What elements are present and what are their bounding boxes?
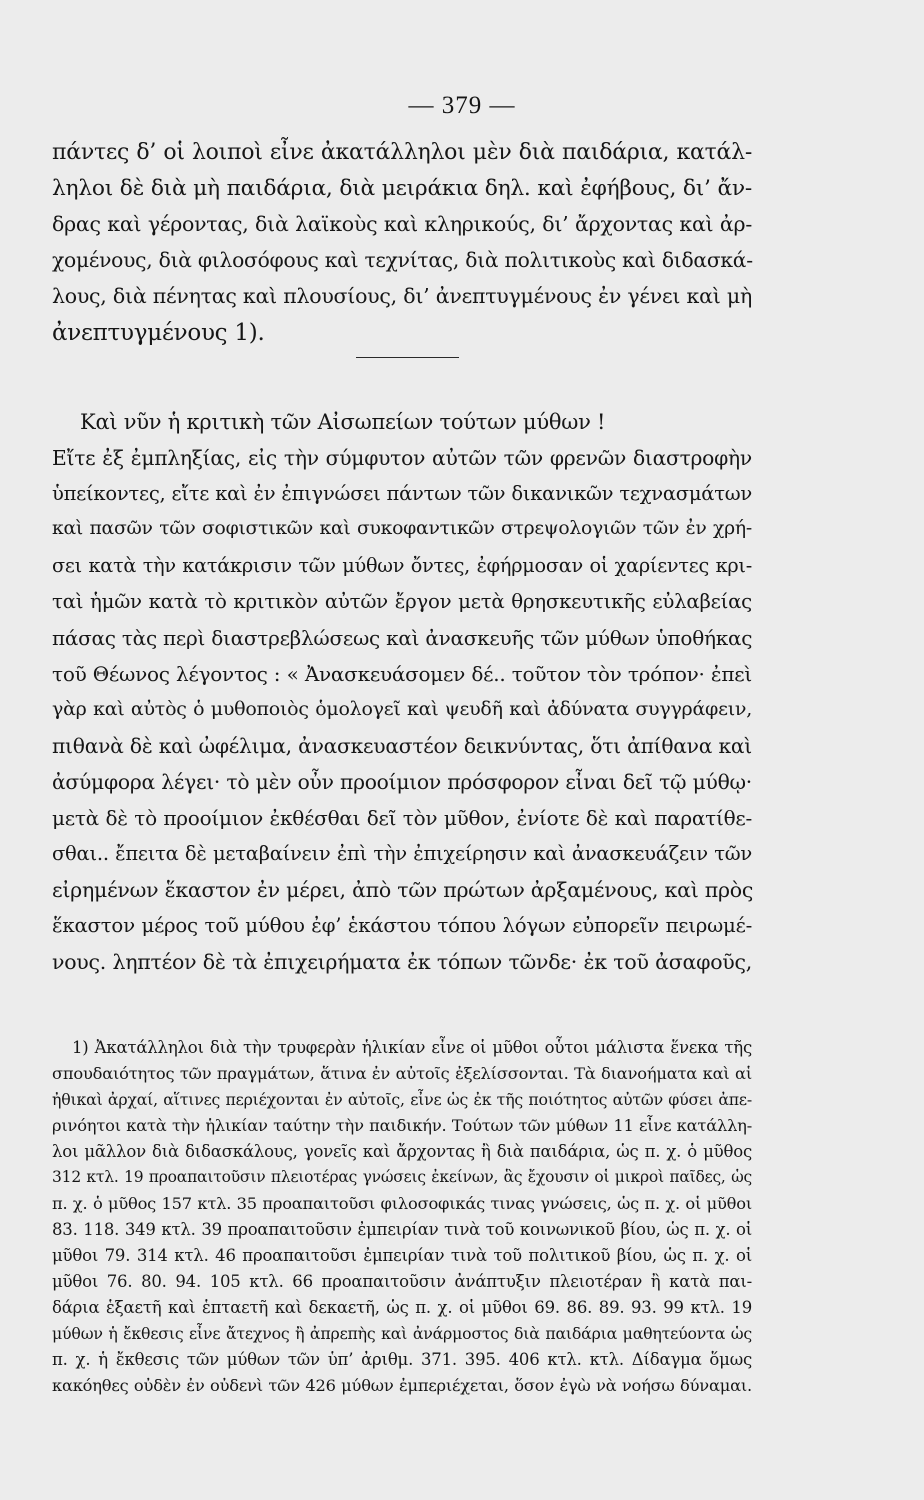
text-line: μετὰ δὲ τὸ προοίμιον ἐκθέσθαι δεῖ τὸν μῦθον, ἐνίοτε δὲ καὶ παρατίθε- xyxy=(52,806,752,830)
footnote-line: π. χ. ἡ ἔκθεσις τῶν μύθων τῶν ὑπ’ ἀριθμ. 371. 395. 406 κτλ. κτλ. Δίδαγμα ὅμως xyxy=(52,1350,752,1369)
footnote-line: σπουδαιότητος τῶν πραγμάτων, ἅτινα ἐν αὐτοῖς ἐξελίσσονται. Τὰ διανοήματα καὶ αἱ xyxy=(52,1064,752,1083)
text-line: ἀνεπτυγμένους 1). xyxy=(52,320,265,346)
footnote-line: π. χ. ὁ μῦθος 157 κτλ. 35 προαπαιτοῦσι φιλοσοφικάς τινας γνώσεις, ὡς π. χ. οἱ μῦθοι xyxy=(52,1194,752,1213)
text-line: ληλοι δὲ διὰ μὴ παιδάρια, διὰ μειράκια δηλ. καὶ ἐφήβους, δι’ ἄν- xyxy=(52,176,752,201)
text-line: πιθανὰ δὲ καὶ ὠφέλιμα, ἀνασκευαστέον δεικνύντας, ὅτι ἀπίθανα καὶ xyxy=(52,734,752,758)
text-line: ταὶ ἡμῶν κατὰ τὸ κριτικὸν αὐτῶν ἔργον μετὰ θρησκευτικῆς εὐλαβείας xyxy=(52,590,752,613)
text-line: γὰρ καὶ αὐτὸς ὁ μυθοποιὸς ὁμολογεῖ καὶ ψευδῆ καὶ ἀδύνατα συγγράφειν, xyxy=(52,698,752,720)
text-line: λους, διὰ πένητας καὶ πλουσίους, δι’ ἀνεπτυγμένους ἐν γένει καὶ μὴ xyxy=(52,284,752,308)
footnote-line: 83. 118. 349 κτλ. 39 προαπαιτοῦσιν ἐμπειρίαν τινὰ τοῦ κοινωνικοῦ βίου, ὡς π. χ. οἱ xyxy=(52,1220,752,1239)
text-line: χομένους, διὰ φιλοσόφους καὶ τεχνίτας, διὰ πολιτικοὺς καὶ διδασκά- xyxy=(52,248,753,272)
text-line: ἀσύμφορα λέγει· τὸ μὲν οὖν προοίμιον πρόσφορον εἶναι δεῖ τῷ μύθῳ· xyxy=(52,770,752,794)
footnote-line: μύθων ἡ ἔκθεσις εἶνε ἄτεχνος ἢ ἀπρεπὴς καὶ ἀνάρμοστος διὰ παιδάρια μαθητεύοντα ὡς xyxy=(52,1324,752,1343)
text-line: σθαι.. ἔπειτα δὲ μεταβαίνειν ἐπὶ τὴν ἐπιχείρησιν καὶ ἀνασκευάζειν τῶν xyxy=(52,842,752,865)
text-line: σει κατὰ τὴν κατάκρισιν τῶν μύθων ὄντες, ἐφήρμοσαν οἱ χαρίεντες κρι- xyxy=(52,554,752,577)
text-line: ὑπείκοντες, εἴτε καὶ ἐν ἐπιγνώσει πάντων τῶν δικανικῶν τεχνασμάτων xyxy=(52,482,752,505)
text-line: καὶ πασῶν τῶν σοφιστικῶν καὶ συκοφαντικῶν στρεψολογιῶν τῶν ἐν χρή- xyxy=(52,518,752,539)
text-line: Εἴτε ἐξ ἐμπληξίας, εἰς τὴν σύμφυτον αὐτῶν τῶν φρενῶν διαστροφὴν xyxy=(52,446,752,470)
text-line: Καὶ νῦν ἡ κριτικὴ τῶν Αἰσωπείων τούτων μύθων ! xyxy=(80,410,606,434)
text-line: εἰρημένων ἕκαστον ἐν μέρει, ἀπὸ τῶν πρώτων ἀρξαμένους, καὶ πρὸς xyxy=(52,878,754,902)
text-line: πάσας τὰς περὶ διαστρεβλώσεως καὶ ἀνασκευῆς τῶν μύθων ὑποθήκας xyxy=(52,626,753,650)
footnote-line: ἠθικαὶ ἀρχαί, αἵτινες περιέχονται ἐν αὐτοῖς, εἶνε ὡς ἐκ τῆς ποιότητος αὐτῶν φύσει ἀπε- xyxy=(52,1090,752,1109)
text-line: πάντες δ’ οἱ λοιποὶ εἶνε ἀκατάλληλοι μὲν διὰ παιδάρια, κατάλ- xyxy=(52,140,752,165)
section-separator xyxy=(356,357,459,358)
text-line: νους. ληπτέον δὲ τὰ ἐπιχειρήματα ἐκ τόπων τῶνδε· ἐκ τοῦ ἀσαφοῦς, xyxy=(52,950,752,974)
footnote-line: κακόηθες οὐδὲν ἐν οὐδενὶ τῶν 426 μύθων ἐμπεριέχεται, ὅσον ἐγὼ νὰ νοήσω δύναμαι. xyxy=(52,1376,752,1395)
footnote-line: δάρια ἑξαετῆ καὶ ἑπταετῆ καὶ δεκαετῆ, ὡς π. χ. οἱ μῦθοι 69. 86. 89. 93. 99 κτλ. 19 xyxy=(52,1298,752,1317)
footnote-line: ρινόητοι κατὰ τὴν ἡλικίαν ταύτην τὴν παιδικήν. Τούτων τῶν μύθων 11 εἶνε κατάλλη- xyxy=(52,1116,752,1135)
footnote-line: 1) Ἀκατάλληλοι διὰ τὴν τρυφερὰν ἡλικίαν εἶνε οἱ μῦθοι οὗτοι μάλιστα ἕνεκα τῆς xyxy=(72,1038,752,1057)
page-number: — 379 — xyxy=(408,92,516,119)
text-line: τοῦ Θέωνος λέγοντος : « Ἀνασκευάσομεν δέ.. τοῦτον τὸν τρόπον· ἐπεὶ xyxy=(52,662,752,686)
text-line: ἕκαστον μέρος τοῦ μύθου ἐφ’ ἑκάστου τόπου λόγων εὐπορεῖν πειρωμέ- xyxy=(52,914,752,937)
footnote-line: μῦθοι 76. 80. 94. 105 κτλ. 66 προαπαιτοῦσιν ἀνάπτυξιν πλειοτέραν ἢ κατὰ παι- xyxy=(52,1272,752,1291)
footnote-line: 312 κτλ. 19 προαπαιτοῦσιν πλειοτέρας γνώσεις ἐκείνων, ἃς ἔχουσιν οἱ μικροὶ παῖδες, ὡς xyxy=(52,1168,752,1186)
footnote-line: λοι μᾶλλον διὰ διδασκάλους, γονεῖς καὶ ἄρχοντας ἢ διὰ παιδάρια, ὡς π. χ. ὁ μῦθος xyxy=(52,1142,752,1161)
text-line: δρας καὶ γέροντας, διὰ λαϊκοὺς καὶ κληρικούς, δι’ ἄρχοντας καὶ ἀρ- xyxy=(52,212,752,236)
footnote-line: μῦθοι 79. 314 κτλ. 46 προαπαιτοῦσι ἐμπειρίαν τινὰ τοῦ πολιτικοῦ βίου, ὡς π. χ. οἱ xyxy=(52,1246,752,1265)
